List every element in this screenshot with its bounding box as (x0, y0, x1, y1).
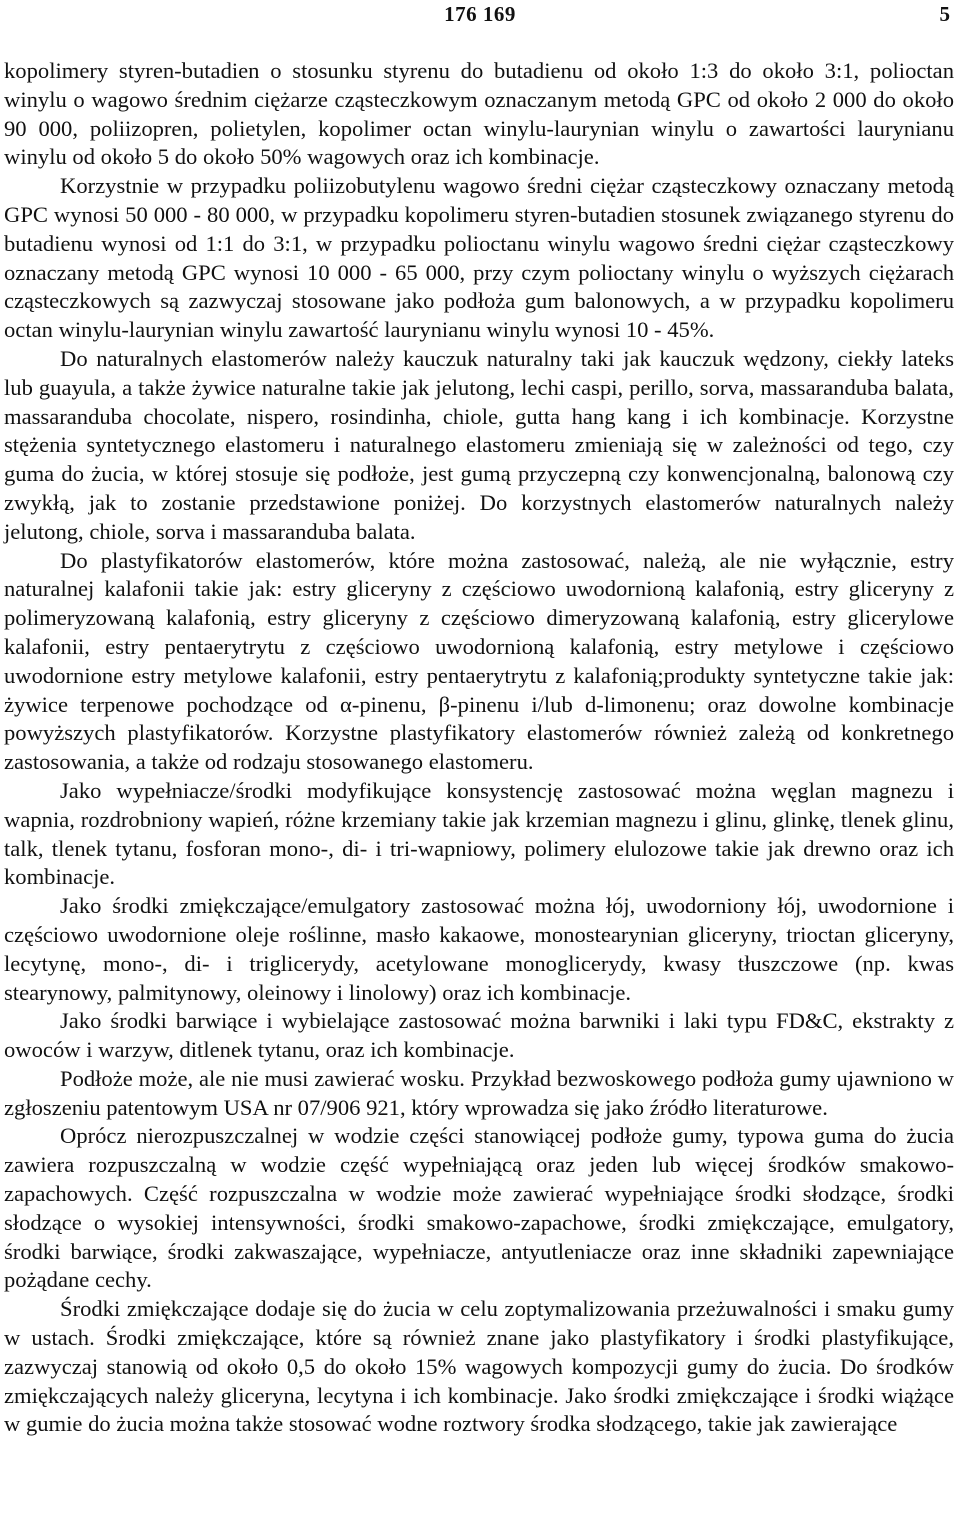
patent-number: 176 169 (444, 2, 516, 26)
paragraph: Oprócz nierozpuszczalnej w wodzie części stanowiącej podłoże gumy, typowa guma do żucia zawiera rozpuszczalną w wodzie część wypełniającą oraz jeden lub więcej środków smakowo-zapachowych. Część rozpuszczalna w wodzie może zawierać wypełniające środki słodzące, środki słodzące o wysokiej intensywności, środki smakowo-zapachowe, środki zmiękczające, emulgatory, środki barwiące, środki zakwaszające, wypełniacze, antyutleniacze oraz inne składniki zapewniające pożądane cechy. (4, 1123, 954, 1293)
paragraph-continued: kopolimery styren-butadien o stosunku styrenu do butadienu od około 1:3 do około 3:1, polioctan winylu o wagowo średnim ciężarze cząsteczkowym oznaczanym metodą GPC od około 2 000 do około 90 000, poliizopren, polietylen, kopolimer octan winylu-laurynian winylu o zawartości laurynianu winylu od około 5 do około 50% wagowych oraz ich kombinacje. (4, 58, 954, 170)
paragraph: Środki zmiękczające dodaje się do żucia w celu zoptymalizowania przeżuwalności i smaku gumy w ustach. Środki zmiękczające, które są również znane jako plastyfikatory i środki plastyfikujące, zazwyczaj stanowią od około 0,5 do około 15% wagowych kompozycji gumy do żucia. Do środków zmiękczających należy gliceryna, lecytyna i ich kombinacje. Jako środki zmiękczające i środki wiążące w gumie do żucia można także stosować wodne roztwory środka słodzącego, takie jak zawierające (4, 1296, 954, 1437)
paragraph: Do plastyfikatorów elastomerów, które można zastosować, należą, ale nie wyłącznie, estry naturalnej kalafonii takie jak: estry gliceryny z częściowo uwodornioną kalafonią, estry gliceryny z polimeryzowaną kalafonią, estry gliceryny z częściowo dimeryzowaną kalafonią, estry glicerylowe kalafonii, estry pentaerytrytu z częściowo uwodornioną kalafonią, estry metylowe i częściowo uwodornione estry metylowe kalafonii, estry pentaerytrytu z kalafonią;produkty syntetyczne takie jak: żywice terpenowe pochodzące od α-pinenu, β-pinenu i/lub d-limonenu; oraz dowolne kombinacje powyższych plastyfikatorów. Korzystne plastyfikatory elastomerów również zależą od konkretnego zastosowania, a także od rodzaju stosowanego elastomeru. (4, 547, 954, 775)
paragraph: Korzystnie w przypadku poliizobutylenu wagowo średni ciężar cząsteczkowy oznaczany metodą GPC wynosi 50 000 - 80 000, w przypadku kopolimeru styren-butadien stosunek związanego styrenu do butadienu wynosi od 1:1 do 3:1, w przypadku polioctanu winylu wagowo średni ciężar cząsteczkowy oznaczany metodą GPC wynosi 10 000 - 65 000, przy czym polioctany winylu o wyższych ciężarach cząsteczkowych są zazwyczaj stosowane jako podłoża gum balonowych, a w przypadku kopolimeru octan winylu-laurynian winylu zawartość laurynianu winylu wynosi 10 - 45%. (4, 173, 954, 343)
paragraph: Podłoże może, ale nie musi zawierać wosku. Przykład bezwoskowego podłoża gumy ujawniono w zgłoszeniu patentowym USA nr 07/906 921, który wprowadza się jako źródło literaturowe. (4, 1065, 954, 1120)
paragraph: Jako środki zmiękczające/emulgatory zastosować można łój, uwodorniony łój, uwodornione i częściowo uwodornione oleje roślinne, masło kakaowe, monostearynian gliceryny, trioctan gliceryny, lecytynę, mono-, di- i triglicerydy, acetylowane monoglicerydy, kwasy tłuszczowe (np. kwas stearynowy, palmitynowy, oleinowy i linolowy) oraz ich kombinacje. (4, 893, 954, 1005)
page-header (0, 0, 960, 40)
paragraph: Do naturalnych elastomerów należy kauczuk naturalny taki jak kauczuk wędzony, ciekły lateks lub guayula, a także żywice naturalne takie jak jelutong, lechi caspi, perillo, sorva, massaranduba balata, massaranduba chocolate, nispero, rosindinha, chiole, gutta hang kang i ich kombinacje. Korzystne stężenia syntetycznego elastomeru i naturalnego elastomeru zmieniają się w zależności od tego, czy guma do żucia, w której stosuje się podłoże, jest gumą przyczepną czy konwencjonalną, balonową czy zwykłą, jak to zostanie przedstawione poniżej. Do korzystnych elastomerów naturalnych należy jelutong, chiole, sorva i massaranduba balata. (4, 345, 954, 544)
paragraph: Jako wypełniacze/środki modyfikujące konsystencję zastosować można węglan magnezu i wapnia, rozdrobniony wapień, różne krzemiany takie jak krzemian magnezu i glinu, glinkę, tlenek glinu, talk, tlenek tytanu, fosforan mono-, di- i tri-wapniowy, polimery elulozowe takie jak drewno oraz ich kombinacje. (4, 777, 954, 890)
body-text (4, 57, 954, 1439)
paragraph: Jako środki barwiące i wybielające zastosować można barwniki i laki typu FD&C, ekstrakty z owoców i warzyw, ditlenek tytanu, oraz ich kombinacje. (4, 1008, 954, 1063)
page-number: 5 (939, 2, 950, 26)
